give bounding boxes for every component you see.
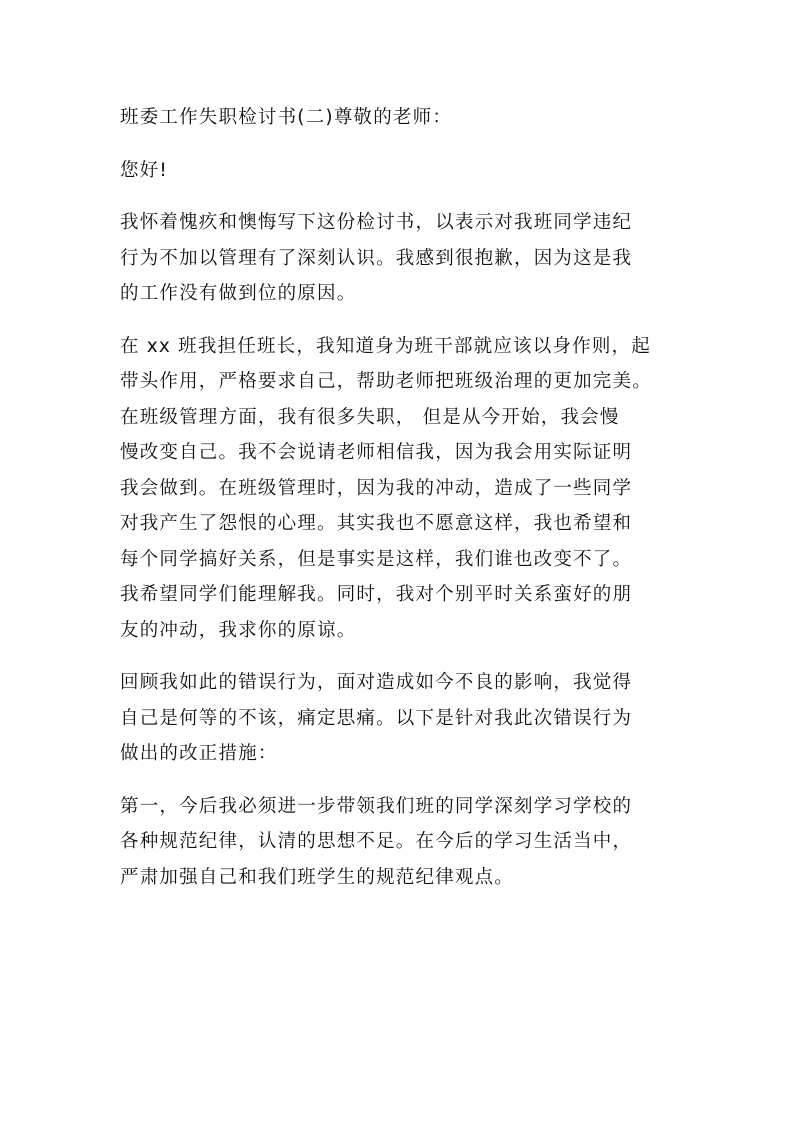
- text-line: 第一，今后我必须进一步带领我们班的同学深刻学习学校的: [120, 795, 633, 817]
- text-line: 各种规范纪律，认清的思想不足。在今后的学习生活当中，: [120, 831, 633, 852]
- text-line: 做出的改正措施：: [120, 743, 278, 764]
- text-line: 回顾我如此的错误行为，面对造成如今不良的影响，我觉得: [120, 672, 633, 693]
- body-paragraph-1: [120, 205, 680, 312]
- document-body: [120, 100, 680, 912]
- body-paragraph-3: [120, 665, 680, 772]
- text-line: 在班级管理方面，我有很多失职， 但是从今开始，我会慢: [120, 406, 620, 428]
- text-line: 每个同学搞好关系，但是事实是这样，我们谁也改变不了。: [120, 548, 633, 570]
- text-line: 行为不加以管理有了深刻认识。我感到很抱歉，因为这是我: [120, 247, 633, 269]
- text-line: 带头作用，严格要求自己，帮助老师把班级治理的更加完美。: [120, 371, 652, 392]
- text-line: 严肃加强自己和我们班学生的规范纪律观点。: [120, 866, 515, 888]
- document-title-line: [120, 100, 680, 136]
- text-line: 慢改变自己。我不会说请老师相信我，因为我会用实际证明: [120, 442, 633, 463]
- text-line: 您好!: [120, 159, 169, 181]
- text-line: 我怀着愧疚和懊悔写下这份检讨书，以表示对我班同学违纪: [120, 212, 633, 233]
- greeting-paragraph: [120, 153, 680, 189]
- text-line: 友的冲动，我求你的原谅。: [120, 619, 357, 641]
- text-line: 自己是何等的不该，痛定思痛。以下是针对我此次错误行为: [120, 707, 633, 729]
- text-line: 我希望同学们能理解我。同时，我对个别平时关系蛮好的朋: [120, 584, 633, 605]
- text-line: 我会做到。在班级管理时，因为我的冲动，造成了一些同学: [120, 477, 633, 499]
- text-line: 班委工作失职检讨书(二)尊敬的老师：: [120, 107, 453, 128]
- text-line: 对我产生了怨恨的心理。其实我也不愿意这样，我也希望和: [120, 513, 633, 534]
- text-line: 的工作没有做到位的原因。: [120, 283, 357, 304]
- text-line: 在 xx 班我担任班长，我知道身为班干部就应该以身作则，起: [120, 335, 651, 357]
- body-paragraph-4: [120, 789, 680, 896]
- body-paragraph-2: [120, 329, 680, 649]
